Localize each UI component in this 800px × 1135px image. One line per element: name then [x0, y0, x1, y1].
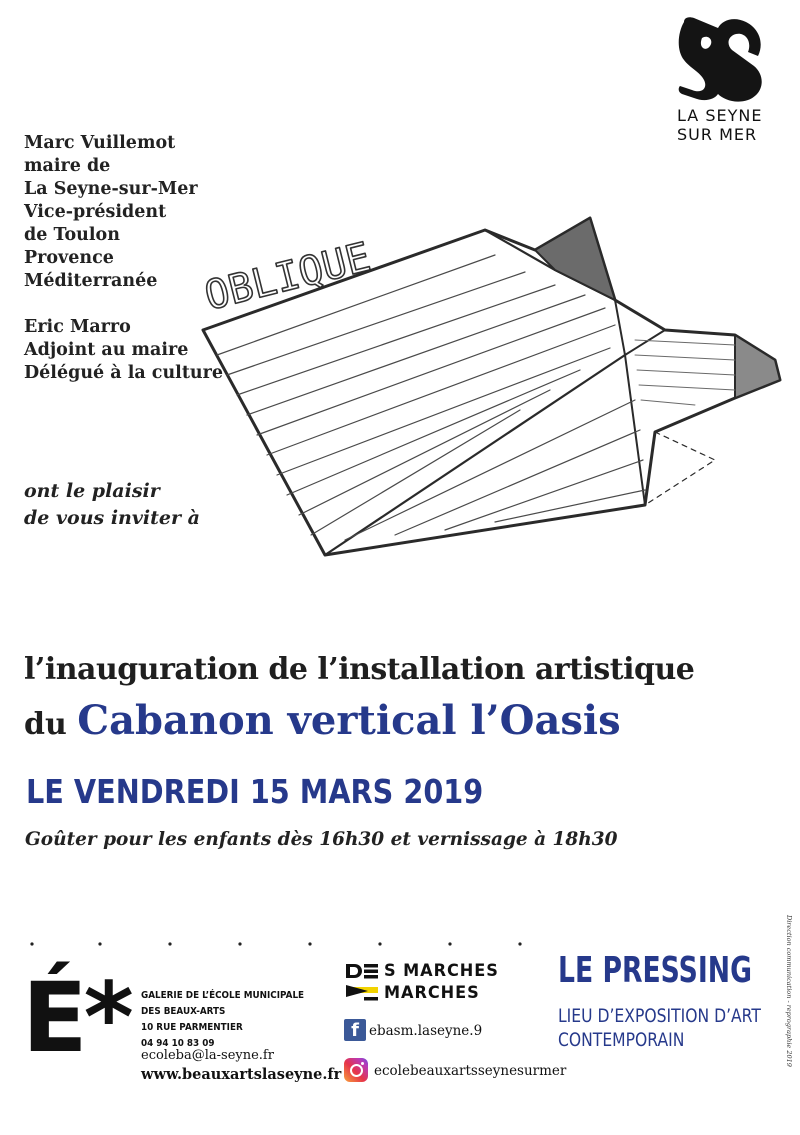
headline-line-1: l’inauguration de l’installation artistique — [24, 652, 695, 687]
headline-title: Cabanon vertical l’Oasis — [77, 697, 621, 744]
host-line: Provence — [24, 248, 114, 268]
gallery-address — [141, 988, 304, 1052]
event-schedule: Goûter pour les enfants dès 16h30 et vernissage à 18h30 — [25, 829, 618, 850]
gallery-line: 04 94 10 83 09 — [141, 1038, 215, 1049]
marches-line-1: S MARCHES — [384, 961, 499, 981]
le-pressing-title: LE PRESSING — [558, 950, 752, 991]
host-line: Méditerranée — [24, 271, 158, 291]
credit-text: Direction communication - reprographie 2019 — [785, 915, 793, 1067]
event-date: LE VENDREDI 15 MARS 2019 — [26, 772, 484, 811]
pressing-line: LIEU D’EXPOSITION D’ART — [558, 1005, 761, 1027]
logo-line-1: LA SEYNE — [677, 106, 763, 125]
pressing-line: CONTEMPORAIN — [558, 1029, 685, 1051]
host-line: Adjoint au maire — [24, 340, 189, 360]
host-line: Délégué à la culture — [24, 363, 223, 383]
host-line: de Toulon — [24, 225, 120, 245]
instagram-handle[interactable]: ecolebeauxartsseynesurmer — [374, 1063, 567, 1079]
le-pressing-subtitle — [558, 1004, 761, 1052]
dotted-separator — [30, 942, 550, 946]
hosts-block — [24, 132, 224, 385]
host-line: La Seyne-sur-Mer — [24, 179, 198, 199]
host-line: maire de — [24, 156, 111, 176]
headline-prefix: du — [24, 707, 78, 742]
invite-line: de vous inviter à — [24, 507, 200, 529]
host-line: Vice-président — [24, 202, 167, 222]
host-line: Eric Marro — [24, 317, 131, 337]
marches-line-2: MARCHES — [384, 983, 480, 1003]
logo-line-2: SUR MER — [677, 125, 758, 144]
sketch-label: OBLIQUE — [200, 234, 375, 320]
des-marches-logo — [344, 961, 534, 1005]
la-seyne-s-logo-icon — [674, 14, 770, 104]
facebook-icon[interactable]: f — [344, 1019, 366, 1041]
school-email[interactable]: ecoleba@la-seyne.fr — [141, 1048, 274, 1063]
credit-text-container — [781, 915, 795, 1065]
instagram-icon[interactable] — [344, 1058, 368, 1082]
gallery-line: DES BEAUX-ARTS — [141, 1006, 226, 1017]
school-logo: É* — [22, 962, 130, 1074]
gallery-line: GALERIE DE L’ÉCOLE MUNICIPALE — [141, 990, 305, 1001]
gallery-line: 10 RUE PARMENTIER — [141, 1022, 243, 1033]
pencil-sketch-illustration — [195, 160, 785, 560]
facebook-handle[interactable]: ebasm.laseyne.9 — [369, 1023, 483, 1039]
la-seyne-logo-text — [677, 106, 777, 144]
headline-line-2 — [24, 697, 621, 744]
school-website[interactable]: www.beauxartslaseyne.fr — [141, 1066, 342, 1083]
invitation-text — [24, 478, 200, 532]
des-marches-symbol-icon — [344, 961, 384, 1005]
invite-line: ont le plaisir — [24, 480, 160, 502]
host-line: Marc Vuillemot — [24, 133, 176, 153]
